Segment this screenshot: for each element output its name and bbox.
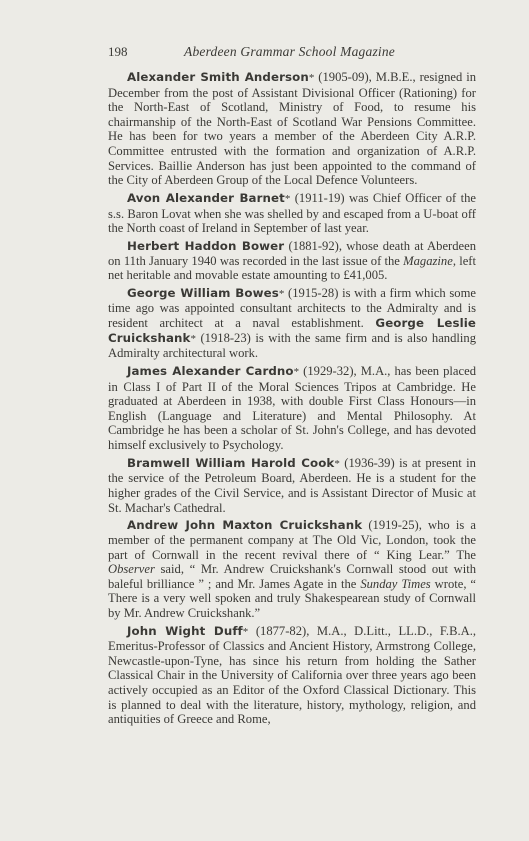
paragraph-text: (1905-09), M.B.E., resigned in December from the post of Assistant Divisional Officer (Rationing) for the North-East of Scotland, Ministry of Food, to resume his chairmanship of the North-East of Scotland War Pensions Committee. He has been for two years a member of the Aberdeen City A.R.P. Committee entrusted with the formation and organization of A.R.P. Services. Baillie Anderson has just been appointed to the command of the City of Aberdeen Group of the Local Defence Volunteers. <box>108 70 476 188</box>
paragraph-text: (1929-32), M.A., has been placed in Class I of Part II of the Moral Sciences Tripos at Cambridge. He graduated at Aberdeen in 1938, with double First Class Honours—in English (Language and Literature) and Mental Philosophy. At Cambridge he has been a scholar of St. John's College, and has devoted himself exclusively to Psychology. <box>108 364 476 452</box>
paragraph-text: (1915-28) is with a firm which some time ago was appointed consultant architects to the Admiralty and is resident architect at a naval establishment. <box>108 285 476 331</box>
paragraph-bowes <box>108 286 476 361</box>
person-name: George William Bowes <box>127 285 279 300</box>
paragraph-text: (1936-39) is at present in the service of the Petroleum Board, Aberdeen. He is a student for the higher grades of the Civil Service, and is Assistant Director of Music at St. Machar's Cathedral. <box>108 455 476 515</box>
person-name: John Wight Duff <box>127 623 243 638</box>
old-boy-mark: * <box>242 625 249 638</box>
old-boy-mark: * <box>278 287 285 300</box>
person-name: Alexander Smith Anderson <box>127 70 309 84</box>
paragraph-cruickshank <box>108 518 476 620</box>
page-number: 198 <box>108 44 128 59</box>
italic-title: Observer <box>108 562 155 577</box>
running-title: Aberdeen Grammar School Magazine <box>184 44 395 59</box>
person-name: James Alexander Cardno <box>127 364 294 379</box>
paragraph-cook <box>108 456 476 515</box>
old-boy-mark: * <box>190 332 196 345</box>
paragraph-text: wrote, “ There is a very well spoken and truly Shakespearean study of Cornwall by Mr. Andrew Cruickshank.” <box>108 576 476 620</box>
paragraph-text: (1918-23) is with the same firm and is also handling Admiralty architectural work. <box>108 330 476 361</box>
person-name: George Leslie Cruickshank <box>108 316 476 345</box>
italic-title: Sunday Times <box>360 576 431 591</box>
person-name: Bramwell William Harold Cook <box>127 455 335 470</box>
old-boy-mark: * <box>308 72 315 84</box>
paragraph-cardno <box>108 364 476 453</box>
paragraph-text: (1877-82), M.A., D.Litt., LL.D., F.B.A., Emeritus-Professor of Classics and Ancient History, Armstrong College, Newcastle-upon-Tyne, has since his return from holding the Sather Classical Chair in the University of California over three years ago been actively occupied as an Editor of the Oxford Classical Dictionary. This is planned to deal with the literature, history, mythology, religion, and antiquities of Greece and Rome, <box>108 623 477 727</box>
italic-title: Magazine <box>403 253 453 268</box>
paragraph-text: said, “ Mr. Andrew Cruickshank's Cornwall stood out with baleful brilliance ” ; and Mr. James Agate in the <box>108 562 476 591</box>
old-boy-mark: * <box>293 366 300 379</box>
paragraph-text: (1919-25), who is a member of the permanent company at The Old Vic, London, took the part of Cornwall in the recent revival there of “ King Lear.” The <box>108 518 476 562</box>
paragraph-duff <box>108 624 476 727</box>
paragraph-bower <box>108 239 476 283</box>
page-header <box>108 44 478 62</box>
paragraph-text: (1881-92), whose death at Aberdeen on 11th January 1940 was recorded in the last issue of the <box>108 238 476 268</box>
paragraph-anderson <box>108 70 476 188</box>
old-boy-mark: * <box>284 192 291 205</box>
person-name: Avon Alexander Barnet <box>127 190 285 205</box>
page-body <box>108 70 476 730</box>
person-name: Herbert Haddon Bower <box>127 238 285 253</box>
paragraph-text: , left net heritable and movable estate amounting to £41,005. <box>108 253 476 283</box>
old-boy-mark: * <box>334 457 340 470</box>
paragraph-barnet <box>108 191 476 236</box>
paragraph-text: (1911-19) was Chief Officer of the s.s. Baron Lovat when she was shelled by and escaped from a U-boat off the North coast of Ireland in September of last year. <box>108 190 476 236</box>
person-name: Andrew John Maxton Cruickshank <box>127 518 363 533</box>
